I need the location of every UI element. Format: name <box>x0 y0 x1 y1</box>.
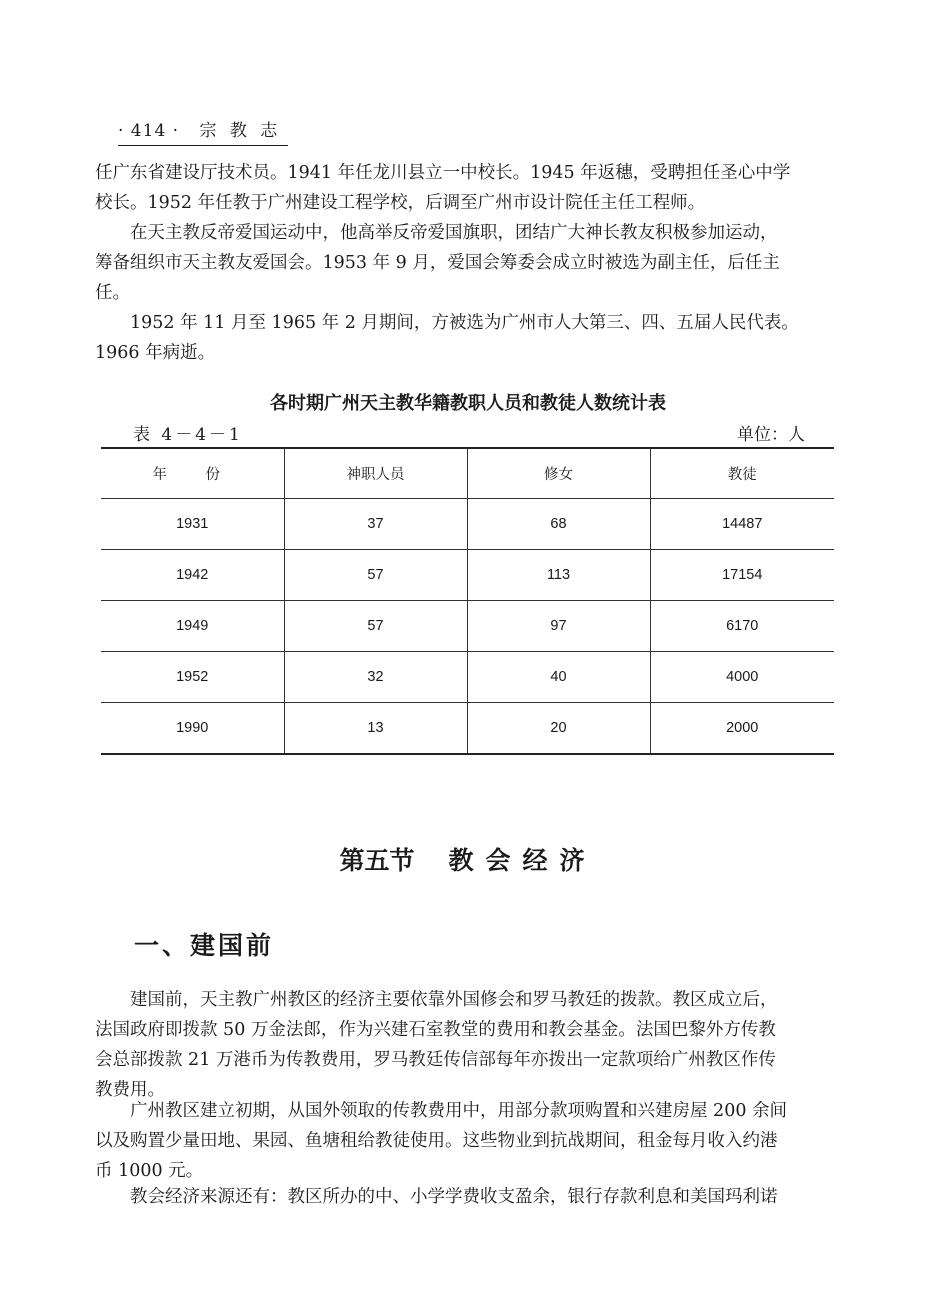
column-header-clergy: 神职人员 <box>284 448 467 499</box>
paragraph-line: 教会经济来源还有：教区所办的中、小学学费收支盈余，银行存款利息和美国玛利诺 <box>130 1187 778 1207</box>
statistics-table <box>101 447 834 755</box>
cell-year: 1931 <box>101 499 284 550</box>
paragraph-line: 建国前，天主教广州教区的经济主要依靠外国修会和罗马教廷的拨款。教区成立后， <box>130 990 778 1010</box>
book-title: 宗 教 志 <box>199 121 282 141</box>
intro-paragraph <box>95 218 847 308</box>
paragraph-line: 在天主教反帝爱国运动中，他高举反帝爱国旗职，团结广大神长教友积极参加运动， <box>130 223 778 243</box>
table-row <box>101 550 834 601</box>
body-paragraph <box>95 985 847 1105</box>
column-header-year: 年 份 <box>101 448 284 499</box>
section-heading <box>0 841 936 877</box>
page-header <box>118 116 288 146</box>
cell-nuns: 113 <box>467 550 650 601</box>
page-number: · 414 · <box>118 121 180 141</box>
cell-nuns: 20 <box>467 703 650 755</box>
paragraph-line: 币 1000 元。 <box>95 1161 204 1181</box>
table-number: 表 4－4－1 <box>133 425 243 445</box>
cell-nuns: 40 <box>467 652 650 703</box>
cell-believers: 14487 <box>650 499 834 550</box>
paragraph-line: 任。 <box>95 283 130 303</box>
paragraph-line: 会总部拨款 21 万港币为传教费用，罗马教廷传信部每年亦拨出一定款项给广州教区作传 <box>95 1050 776 1070</box>
body-paragraph <box>95 1182 847 1212</box>
paragraph-line: 以及购置少量田地、果园、鱼塘租给教徒使用。这些物业到抗战期间，租金每月收入约港 <box>95 1131 778 1151</box>
paragraph-line: 1952 年 11 月至 1965 年 2 月期间，方被选为广州市人大第三、四、五届人民代表。 <box>130 313 799 333</box>
intro-paragraph <box>95 158 847 218</box>
paragraph-line: 任广东省建设厅技术员。1941 年任龙川县立一中校长。1945 年返穗，受聘担任圣心中学 <box>95 163 791 183</box>
cell-clergy: 57 <box>284 601 467 652</box>
cell-believers: 6170 <box>650 601 834 652</box>
paragraph-line: 广州教区建立初期，从国外领取的传教费用中，用部分款项购置和兴建房屋 200 余间 <box>130 1101 788 1121</box>
cell-believers: 17154 <box>650 550 834 601</box>
table-header-row <box>101 448 834 499</box>
cell-year: 1952 <box>101 652 284 703</box>
table-row <box>101 652 834 703</box>
column-header-nuns: 修女 <box>467 448 650 499</box>
cell-clergy: 13 <box>284 703 467 755</box>
body-paragraph <box>95 1096 847 1186</box>
cell-year: 1990 <box>101 703 284 755</box>
cell-believers: 2000 <box>650 703 834 755</box>
table-row <box>101 601 834 652</box>
paragraph-line: 1966 年病逝。 <box>95 343 216 363</box>
section-number: 第五节 <box>339 846 415 875</box>
paragraph-line: 教费用。 <box>95 1080 165 1100</box>
cell-nuns: 68 <box>467 499 650 550</box>
cell-clergy: 32 <box>284 652 467 703</box>
paragraph-line: 筹备组织市天主教友爱国会。1953 年 9 月，爱国会筹委会成立时被选为副主任，后任主 <box>95 253 780 273</box>
cell-nuns: 97 <box>467 601 650 652</box>
table-row <box>101 703 834 755</box>
section-title: 教会经济 <box>448 846 597 875</box>
cell-clergy: 37 <box>284 499 467 550</box>
cell-year: 1942 <box>101 550 284 601</box>
table-unit: 单位：人 <box>737 425 805 445</box>
cell-clergy: 57 <box>284 550 467 601</box>
cell-believers: 4000 <box>650 652 834 703</box>
subsection-heading: 一、建国前 <box>134 931 275 960</box>
table-row <box>101 499 834 550</box>
cell-year: 1949 <box>101 601 284 652</box>
paragraph-line: 校长。1952 年任教于广州建设工程学校，后调至广州市设计院任主任工程师。 <box>95 193 706 213</box>
paragraph-line: 法国政府即拨款 50 万金法郎，作为兴建石室教堂的费用和教会基金。法国巴黎外方传教 <box>95 1020 776 1040</box>
table-meta <box>133 420 805 445</box>
table-title: 各时期广州天主教华籍教职人员和教徒人数统计表 <box>270 393 666 414</box>
intro-paragraph <box>95 308 847 368</box>
column-header-believers: 教徒 <box>650 448 834 499</box>
